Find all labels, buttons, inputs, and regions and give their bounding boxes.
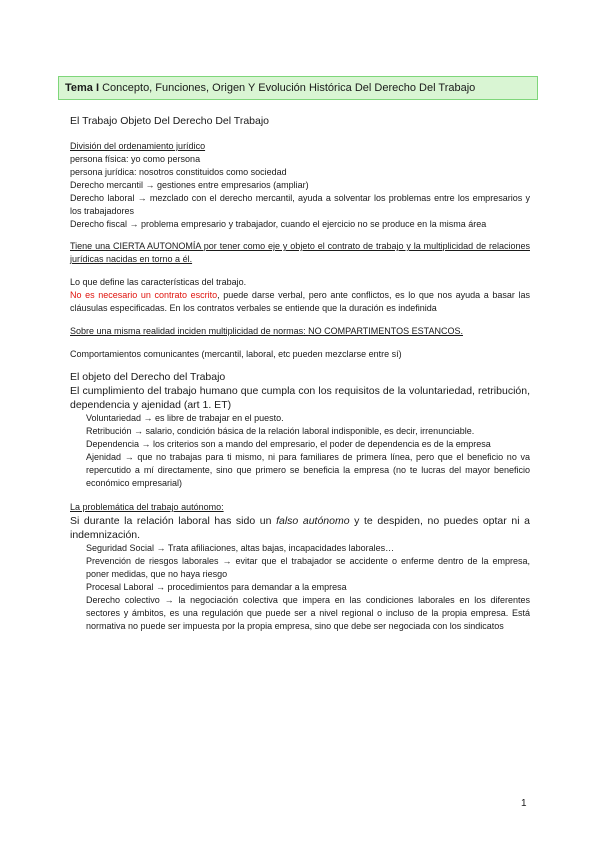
section-heading: El Trabajo Objeto Del Derecho Del Trabajo bbox=[70, 115, 270, 127]
norms-paragraph: Sobre una misma realidad inciden multiplicidad de normas: NO COMPARTIMENTOS ESTANCOS. bbox=[70, 326, 463, 336]
topic-title: Concepto, Funciones, Origen Y Evolución Histórica Del Derecho Del Trabajo bbox=[102, 82, 476, 94]
highlight-text: No es necesario un contrato escrito bbox=[70, 290, 218, 300]
page-number: 1 bbox=[521, 798, 527, 809]
text-line: Lo que define las características del trabajo. bbox=[70, 277, 247, 287]
text-line: Derecho mercantil → gestiones entre empresarios (ampliar) bbox=[70, 180, 309, 190]
subheading: División del ordenamiento jurídico bbox=[70, 141, 206, 151]
intro-paragraph: Si durante la relación laboral has sido un falso autónomo y te despiden, no puedes optar ni a indemnización. bbox=[70, 515, 530, 541]
list-item: Dependencia → los criterios son a mando del empresario, el poder de dependencia es de la empresa bbox=[86, 439, 491, 449]
text-line: Derecho fiscal → problema empresario y trabajador, cuando el ejercicio no se produce en la misma área bbox=[70, 219, 487, 229]
contract-paragraph: No es necesario un contrato escrito, puede darse verbal, pero ante conflictos, es lo que nos ayuda a basar las cláusulas especificadas. En los contratos verbales se entiende que la duración es indefinida bbox=[70, 290, 530, 313]
section-heading: El objeto del Derecho del Trabajo bbox=[70, 371, 226, 383]
list-item: Voluntariedad → es libre de trabajar en el puesto. bbox=[86, 413, 284, 423]
topic-number: Tema I bbox=[65, 82, 100, 94]
list-item: Ajenidad → que no trabajas para ti mismo, ni para familiares de primera línea, pero que el beneficio no va repercutido a mí directamente, sino que primero se beneficia la empresa (no te lucras del mayor beneficio económico empresarial) bbox=[86, 452, 530, 488]
text-line: persona jurídica: nosotros constituidos como sociedad bbox=[70, 167, 287, 177]
topic-banner bbox=[58, 76, 538, 100]
document-body bbox=[70, 114, 530, 633]
autonomy-paragraph: Tiene una CIERTA AUTONOMÍA por tener como eje y objeto el contrato de trabajo y la multiplicidad de relaciones jurídicas nacidas en torno a él. bbox=[70, 241, 530, 264]
list-item: Seguridad Social → Trata afiliaciones, altas bajas, incapacidades laborales… bbox=[86, 543, 395, 553]
list-item: Procesal Laboral → procedimientos para demandar a la empresa bbox=[86, 582, 347, 592]
subheading: La problemática del trabajo autónomo: bbox=[70, 502, 224, 512]
text-line: persona física: yo como persona bbox=[70, 154, 201, 164]
intro-paragraph: El cumplimiento del trabajo humano que cumpla con los requisitos de la voluntariedad, retribución, dependencia y ajenidad (art 1. ET) bbox=[70, 385, 530, 411]
list-item: Derecho colectivo → la negociación colectiva que impera en las condiciones laborales en los diferentes sectores y ámbitos, es una regulación que puede ser a nivel regional o incluso de la propia empresa. Está normativa no puede ser impuesta por la propia empresa, sino que debe ser negociada con los sindicatos bbox=[86, 595, 530, 631]
list-item: Prevención de riesgos laborales → evitar que el trabajador se accidente o enferme dentro de la empresa, poner medidas, que no haya riesgo bbox=[86, 556, 530, 579]
text-line: Comportamientos comunicantes (mercantil, laboral, etc pueden mezclarse entre sí) bbox=[70, 349, 402, 359]
list-item: Retribución → salario, condición básica de la relación laboral indisponible, es decir, irrenunciable. bbox=[86, 426, 475, 436]
text-line: Derecho laboral → mezclado con el derecho mercantil, ayuda a solventar los problemas entre los empresarios y los trabajadores bbox=[70, 193, 530, 216]
